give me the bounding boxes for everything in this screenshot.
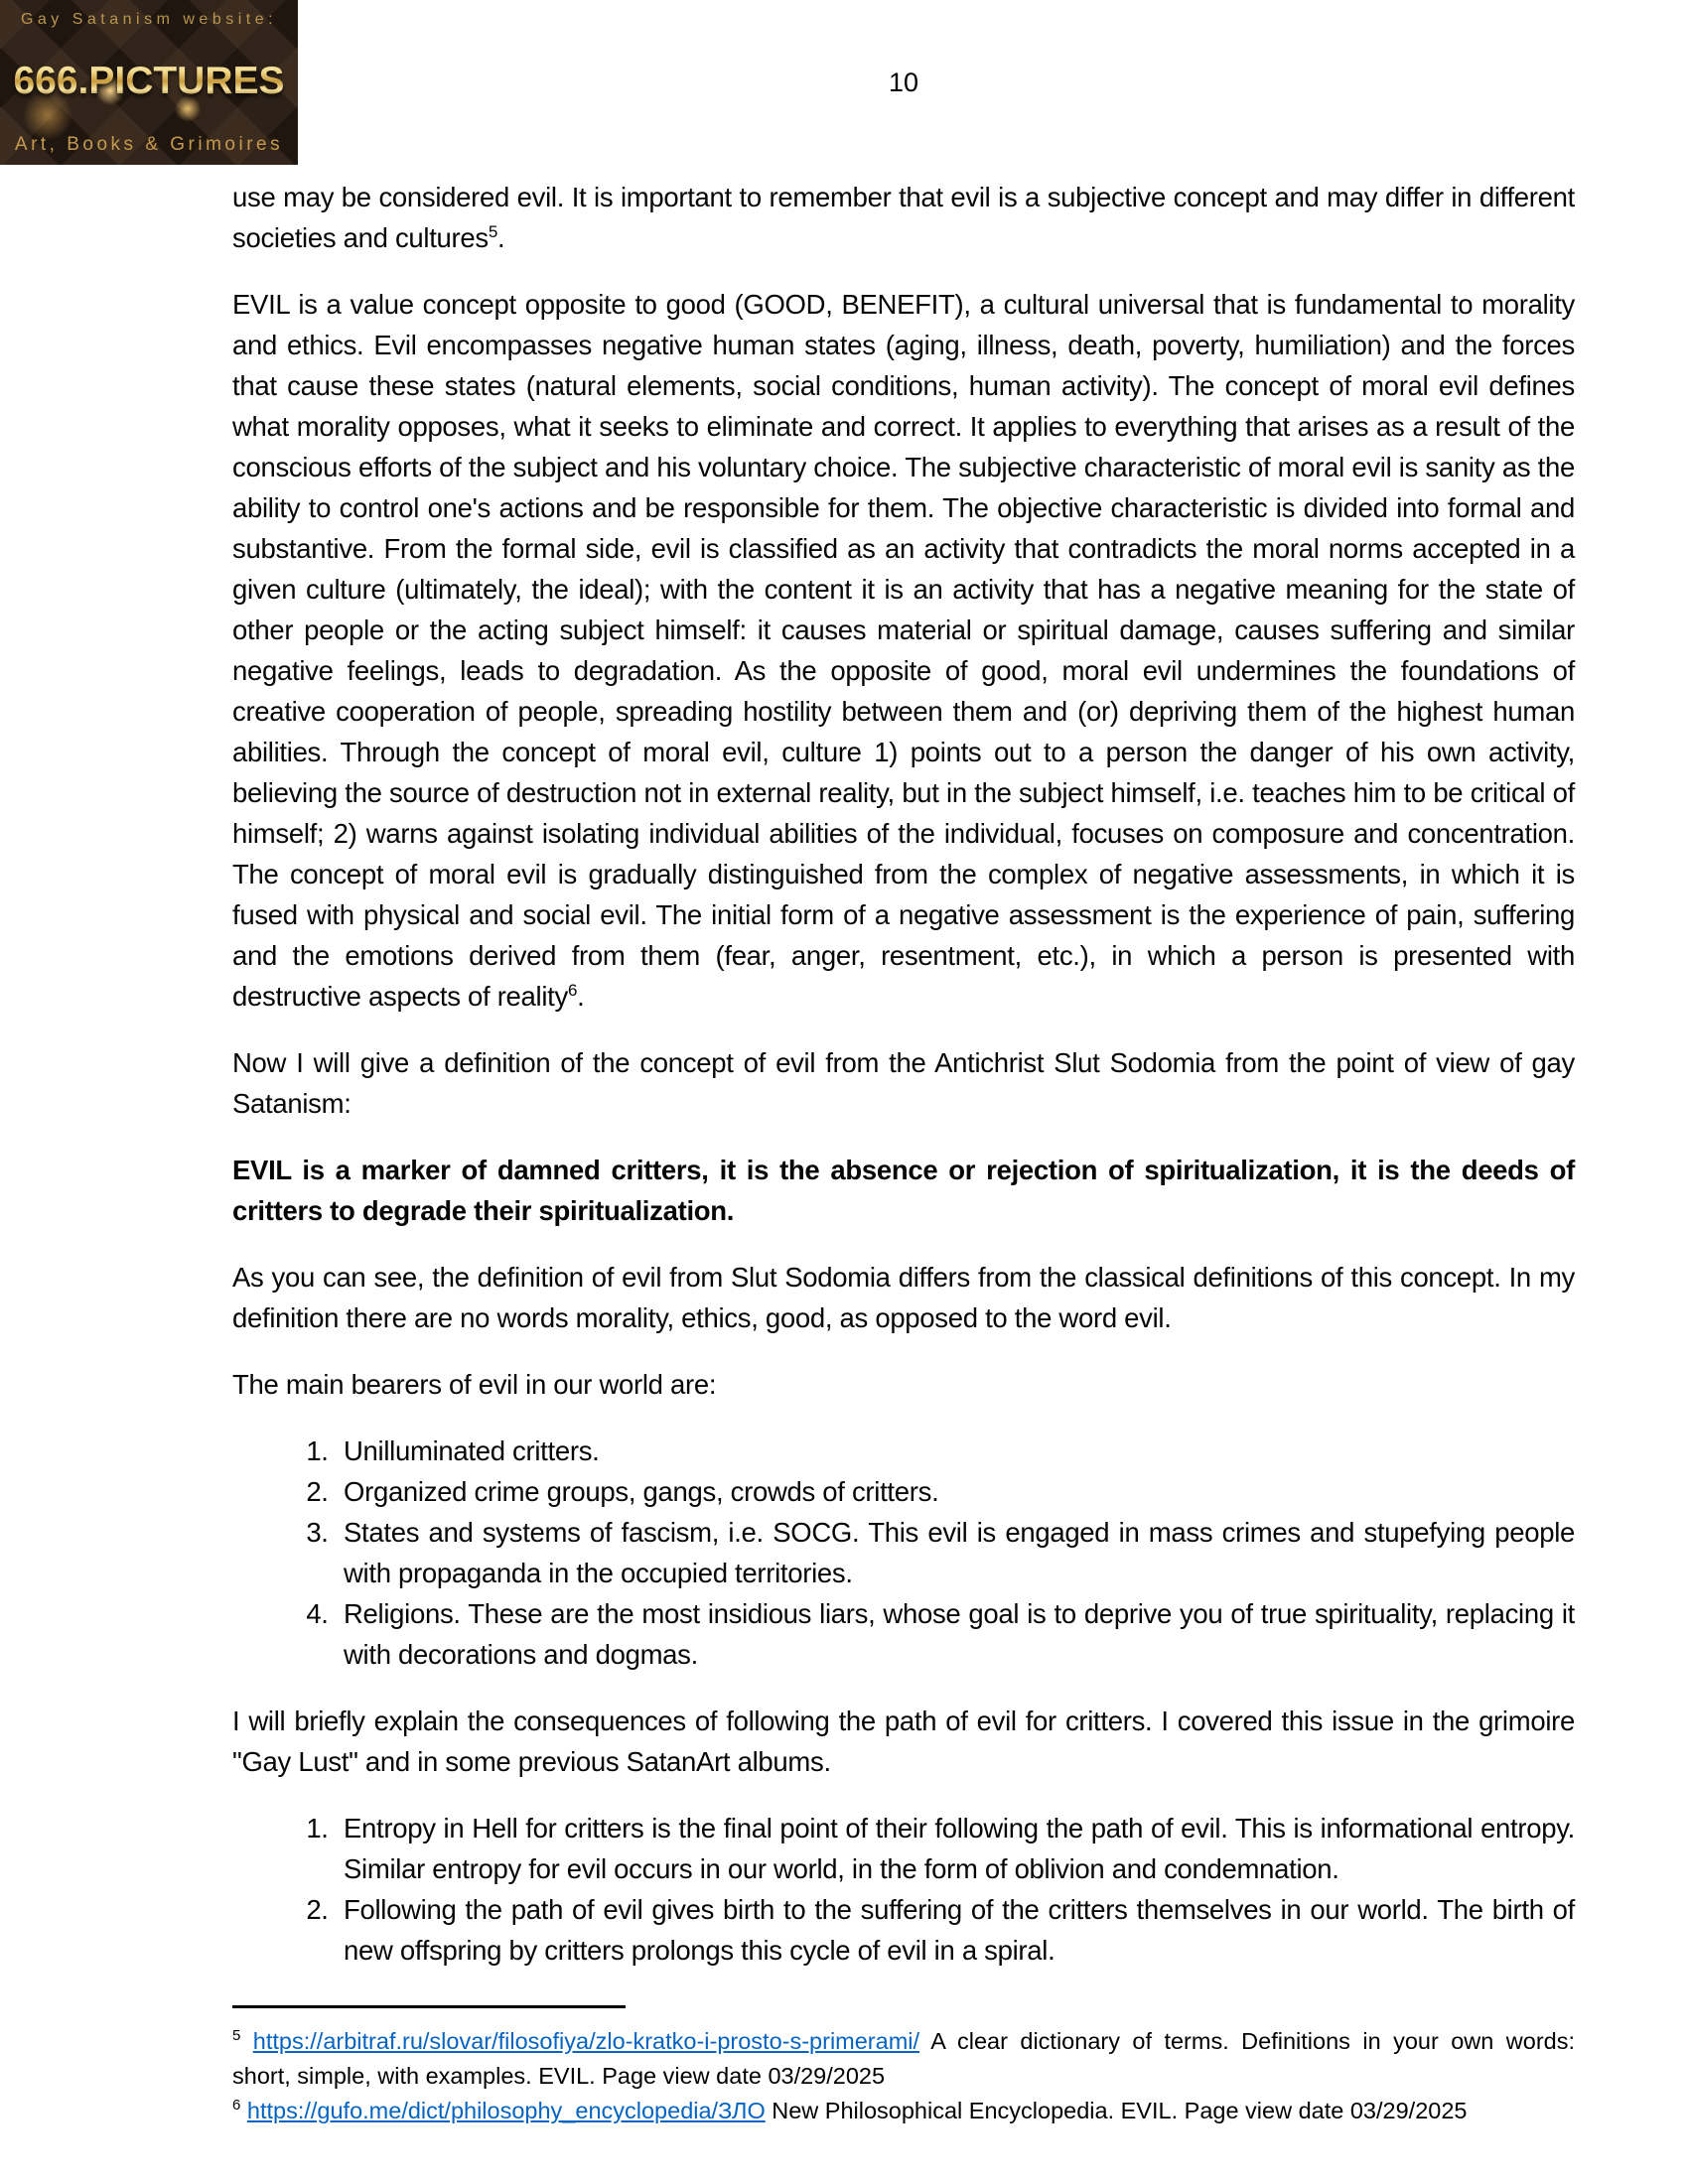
footnote-link-gufo[interactable]: https://gufo.me/dict/philosophy_encyclopedia/ЗЛО: [246, 2098, 766, 2123]
logo-tagline-top: Gay Satanism website:: [20, 11, 278, 28]
footnote-ref-5: 5: [488, 221, 498, 241]
paragraph-text: use may be considered evil. It is important to remember that evil is a subjective concept and may differ in different societies and cultures: [232, 182, 1575, 253]
list-consequences: [232, 1808, 1575, 1971]
footnote-separator: [232, 2005, 626, 2008]
footnotes-section: [232, 1991, 1575, 2128]
paragraph-consequences: I will briefly explain the consequences of following the path of evil for critters. I covered this issue in the grimoire "Gay Lust" and in some previous SatanArt albums.: [232, 1706, 1575, 1777]
footnote-text: New Philosophical Encyclopedia. EVIL. Page view date 03/29/2025: [772, 2098, 1468, 2123]
paragraph-now-definition: Now I will give a definition of the concept of evil from the Antichrist Slut Sodomia from the point of view of gay Satanism:: [232, 1047, 1575, 1119]
logo-tagline-bottom: Art, Books & Grimoires: [14, 134, 284, 155]
paragraph-main-bearers: The main bearers of evil in our world are:: [232, 1369, 717, 1400]
paragraph-text: .: [497, 222, 505, 253]
footnote-link-arbitraf[interactable]: https://arbitraf.ru/slovar/filosofiya/zlo-kratko-i-prosto-s-primerami/: [252, 2028, 920, 2054]
list-item-crime-groups: 2. Organized crime groups, gangs, crowds of critters.: [336, 1471, 1575, 1512]
footnote-text: A clear dictionary of terms. Definitions in your own words: short, simple, with examples. EVIL. Page view date 03/29/2025: [232, 2028, 1576, 2089]
paragraph-intro: [232, 177, 1575, 258]
paragraph-classical-definition: [232, 284, 1575, 1017]
footnote-marker-6: 6: [232, 2097, 241, 2115]
paragraph-as-you-can-see: As you can see, the definition of evil from Slut Sodomia differs from the classical definitions of this concept. In my definition there are no words morality, ethics, good, as opposed to the word evil.: [232, 1262, 1575, 1333]
footnote-ref-6: 6: [567, 980, 578, 1000]
logo-title: 666.PICTURES: [13, 60, 285, 102]
page-number: 10: [888, 68, 919, 97]
list-item-suffering: 2. Following the path of evil gives birth to the suffering of the critters themselves in our world. The birth of new offspring by critters prolongs this cycle of evil in a spiral.: [336, 1889, 1575, 1971]
list-item-entropy: 1. Entropy in Hell for critters is the final point of their following the path of evil. This is informational entropy. Similar entropy for evil occurs in our world, in the form of oblivion and condemnation.: [336, 1808, 1575, 1889]
footnote-6: [232, 2094, 1575, 2128]
paragraph-text: EVIL is a value concept opposite to good (GOOD, BENEFIT), a cultural universal that is fundamental to morality and ethics. Evil encompasses negative human states (aging, illness, death, poverty, humiliation) and the forces that cause these states (natural elements, social conditions, human activity). The concept of moral evil defines what morality opposes, what it seeks to eliminate and correct. It applies to everything that arises as a result of the conscious efforts of the subject and his voluntary choice. The subjective characteristic of moral evil is sanity as the ability to control one's actions and be responsible for them. The objective characteristic is divided into formal and substantive. From the formal side, evil is classified as an activity that contradicts the moral norms accepted in a given culture (ultimately, the ideal); with the content it is an activity that has a negative meaning for the state of other people or the acting subject himself: it causes material or spiritual damage, causes suffering and similar negative feelings, leads to degradation. As the opposite of good, moral evil undermines the foundations of creative cooperation of people, spreading hostility between them and (or) depriving them of the highest human abilities. Through the concept of moral evil, culture 1) points out to a person the danger of his own activity, believing the source of destruction not in external reality, but in the subject himself, i.e. teaches him to be critical of himself; 2) warns against isolating individual abilities of the individual, focuses on composure and concentration. The concept of moral evil is gradually distinguished from the complex of negative assessments, in which it is fused with physical and social evil. The initial form of a negative assessment is the experience of pain, suffering and the emotions derived from them (fear, anger, resentment, etc.), in which a person is presented with destructive aspects of reality: [232, 289, 1575, 1012]
paragraph-evil-definition-bold: EVIL is a marker of damned critters, it is the absence or rejection of spiritualization, it is the deeds of critters to degrade their spiritualization.: [232, 1155, 1575, 1226]
list-item-religions: 4. Religions. These are the most insidious liars, whose goal is to deprive you of true spirituality, replacing it with decorations and dogmas.: [336, 1593, 1575, 1675]
list-item-states-fascism: 3. States and systems of fascism, i.e. SOCG. This evil is engaged in mass crimes and stupefying people with propaganda in the occupied territories.: [336, 1512, 1575, 1593]
list-item-unilluminated-critters: 1. Unilluminated critters.: [336, 1431, 1575, 1471]
list-bearers-of-evil: [232, 1431, 1575, 1675]
paragraph-text: .: [577, 981, 585, 1012]
document-body: [232, 177, 1575, 1996]
footnote-marker-5: 5: [232, 2027, 241, 2045]
footnote-5: [232, 2024, 1575, 2094]
